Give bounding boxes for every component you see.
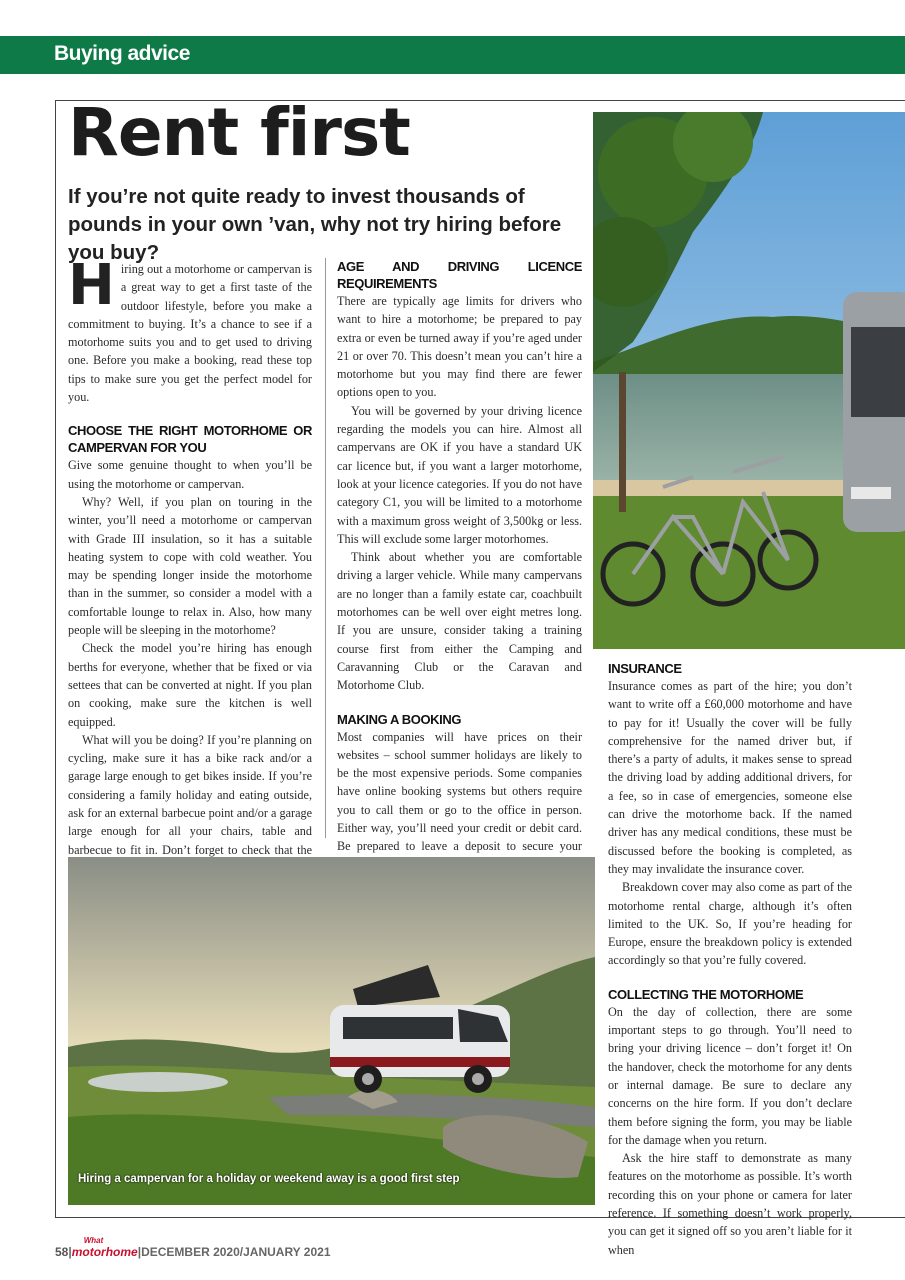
photo-campervan-landscape-art: [68, 857, 595, 1205]
heading-age: AGE AND DRIVING LICENCE REQUIREMENTS: [337, 259, 582, 291]
photo-campervan-landscape: [68, 857, 595, 1205]
page-number: 58: [55, 1245, 69, 1259]
column-3: [608, 660, 852, 1259]
photo-caption: Hiring a campervan for a holiday or weekend away is a good first step: [78, 1173, 460, 1185]
page-footer: 58| What motorhome|DECEMBER 2020/JANUARY 2021: [55, 1236, 331, 1259]
paragraph: On the day of collection, there are some important steps to go through. You’ll need to bring your driving licence – don’t forget it! On the handover, check the motorhome for any dents or internal damage. Be sure to declare any concerns on the hire form. If you don’t declare them before signing the form, you may be liable for the damage when you return.: [608, 1004, 852, 1147]
heading-choose: CHOOSE THE RIGHT MOTORHOME OR CAMPERVAN FOR YOU: [68, 423, 312, 456]
heading-booking: MAKING A BOOKING: [337, 711, 462, 727]
paragraph: Check the model you’re hiring has enough berths for everyone, whether that be fixed or via settees that can be converted at night. If you plan on cooking, make sure the kitchen is well equipped.: [68, 641, 312, 729]
issue-date: DECEMBER 2020/JANUARY 2021: [141, 1245, 331, 1259]
magazine-logo: What motorhome: [71, 1236, 138, 1259]
standfirst: If you’re not quite ready to invest thousands of pounds in your own ’van, why not try hiring before you buy?: [68, 185, 562, 264]
column-2: [337, 258, 582, 874]
paragraph: Think about whether you are comfortable driving a larger vehicle. While many campervans are no longer than a family estate car, coachbuilt motorhomes can be well over eight metres long. If you are unsure, consider taking a training course first from either the Camping and Caravanning Club or the Caravan and Motorhome Club.: [337, 550, 582, 693]
column-divider: [325, 258, 326, 838]
photo-bikes-lake: [593, 112, 905, 649]
paragraph: Why? Well, if you plan on touring in the winter, you’ll need a motorhome or campervan with Grade III insulation, so it has a suitable heating system to cope with cold weather. You may be spending longer inside the motorhome than in the summer, so consider a model with a comfortable lounge to relax in. Also, how many people will be sleeping in the motorhome?: [68, 494, 312, 638]
section-band: [0, 36, 905, 74]
paragraph: Ask the hire staff to demonstrate as many features on the motorhome as possible. It’s worth recording this on your phone or camera for later reference. If something doesn’t work properly, you can get it signed off so you aren’t liable for it when: [608, 1151, 852, 1257]
intro-paragraph: Hiring out a motorhome or campervan is a great way to get a first taste of the outdoor lifestyle, before you make a commitment to buying. It’s a chance to see if a motorhome suits you and to get used to driving one. Before you make a booking, read these top tips to make sure you get the perfect model for you.: [68, 253, 312, 405]
paragraph: There are typically age limits for drivers who want to hire a motorhome; be prepared to pay extra or even be turned away if you’re aged under 21 or over 70. This doesn’t mean you can’t hire a motorhome but you may find there are fewer options open to you.: [337, 294, 582, 400]
paragraph: Insurance comes as part of the hire; you don’t want to write off a £60,000 motorhome and have to pay for it! Usually the cover will be fully comprehensive for the named driver but, if there’s a party of adults, it makes sense to spread the driving load by adding additional drivers, for a fee, so in case of emergencies, someone else can drive the motorhome back. If the named driver has any medical conditions, these must be discussed before the booking is completed, as they may invalidate the insurance cover.: [608, 679, 852, 876]
photo-bikes-lake-art: [593, 112, 905, 649]
article-title: Rent first: [68, 94, 410, 171]
paragraph: You will be governed by your driving licence regarding the models you can hire. Almost all campervans are OK if you have a standard UK car licence but, if you want a larger motorhome, look at your licence categories. If you do not have category C1, you will be limited to a motorhome with a maximum gross weight of 3,500kg or less. This will exclude some larger motorhomes.: [337, 403, 582, 546]
paragraph: Give some genuine thought to when you’ll be using the motorhome or campervan.: [68, 458, 312, 491]
paragraph: Most companies will have prices on their websites – school summer holidays are likely to be the most expensive periods. Some companies have online booking systems but others require you to call them or go to the office in person. Either way, you’ll need your credit or debit card. Be prepared to leave a deposit to secure your: [337, 729, 582, 854]
section-label: Buying advice: [54, 42, 190, 65]
paragraph: What will you be doing? If you’re planning on cycling, make sure it has a bike rack and/or a garage large enough to get bikes inside. If you’re considering a family holiday and eating outside, ask for an external barbecue point and/or a garage large enough for all your chairs, table and barbecue to fit in. Don’t forget to check that the: [68, 732, 312, 857]
heading-insurance: INSURANCE: [608, 661, 682, 676]
paragraph: Breakdown cover may also come as part of the motorhome rental charge, although it’s often limited to the UK. So, If you’re heading for Europe, ensure the breakdown policy is extended accordingly so that you’re fully covered.: [608, 880, 852, 968]
drop-cap: H: [68, 253, 115, 318]
heading-collecting: COLLECTING THE MOTORHOME: [608, 986, 804, 1002]
column-1: [68, 253, 312, 896]
